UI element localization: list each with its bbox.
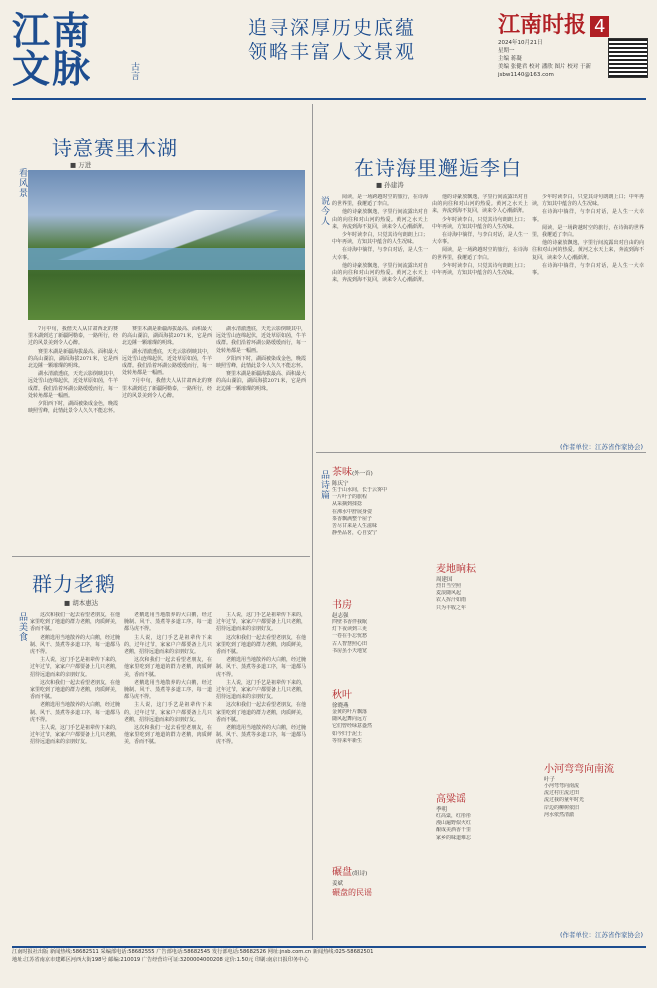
section-brand (12, 8, 140, 92)
poem-5: 高粱谣 季明 红高粱，红彤彤 漫山遍野似火红 酿成美酒香千里 家乡的味道难忘 (436, 790, 536, 910)
qr-code-icon (608, 38, 648, 78)
poem-title: 麦地晌耘 (436, 564, 476, 575)
divider (312, 104, 313, 940)
poem-author: 姜斌 (332, 881, 344, 887)
article-body-2c: 主人说，这门手艺是祖辈传下来的，过年过节，家家户户都要备上几只老鹅，招待远道而来的亲朋好友。 这次和我们一起去看望老朋友，在他家里吃到了地道的群力老鹅，肉质鲜美，香而不腻。 老鹅选用当地散养的大白鹅，经过腌制、风干、蒸煮等多道工序，每一道都马虎不得。 主人说，这门手艺是祖辈传下来的，过年过节，家家户户都要备上几只老鹅，招待远道而来的亲朋好友。 这次和我们一起去看望老朋友，在他家里吃到了地道的群力老鹅，肉质鲜美，香而不腻。 老鹅选用当地散养的大白鹅，经过腌制、风干、蒸煮等多道工序，每一道都马虎不得。 (216, 612, 306, 746)
footer (12, 946, 646, 978)
poem-author: 周建国 (436, 577, 453, 583)
page-number: 4 (590, 16, 609, 37)
column-label-3: 说今人 (319, 196, 329, 226)
footer-line-2: 地址:江苏省南京市建邺区河西大街198号 邮编:210019 广告经营许可证:3200004000208 定价:1.50元 印刷:南京日报印务中心 (12, 957, 309, 963)
column-label-poems: 品诗篇 (319, 470, 329, 500)
article-note-3: (作者单位：江苏省作家协会) (560, 443, 644, 451)
article-body-3b: 他的诗豪放飘逸，字里行间流露出对自由的向往和对山河的热爱。黄河之水天上来，奔流到海不复回，读来令人心潮澎湃。 少年时读李白，只觉其诗句朗朗上口；中年再读，方知其中蕴含的人生况味。 在诗海中徜徉，与李白对话，是人生一大幸事。 阅读，是一场跨越时空的旅行，在诗海的世界里，我邂逅了李白。 少年时读李白，只觉其诗句朗朗上口；中年再读，方知其中蕴含的人生况味。 (432, 194, 528, 277)
article-body-1a: 7月中旬，我偕夫人从甘肃西北的赛里木湖到达了新疆阿勒泰，一路所行，经过的风景美到令人心醉。 赛里木湖是新疆海拔最高、面积最大的高山湖泊，湖面海拔2071米，它是西北边陲一颗璀璨的明珠。 湖水清澈透底，天光云影倒映其中，远处雪山连绵起伏，近处草原如茵，牛羊成群。我们沿着环湖公路缓缓而行，每一处转角都是一幅画。 夕阳西下时，湖面被染成金色，晚霞映照雪峰，此情此景令人久久不能忘怀。 (28, 326, 118, 415)
brand-line-1: 江南 (12, 8, 93, 53)
contact-email: jsbw1140@163.com (498, 72, 554, 78)
article-body-1b: 赛里木湖是新疆海拔最高、面积最大的高山湖泊，湖面海拔2071米，它是西北边陲一颗璀璨的明珠。 湖水清澈透底，天光云影倒映其中，远处雪山连绵起伏，近处草原如茵，牛羊成群。我们沿着环湖公路缓缓而行，每一处转角都是一幅画。 7月中旬，我偕夫人从甘肃西北的赛里木湖到达了新疆阿勒泰，一路所行，经过的风景美到令人心醉。 (122, 326, 212, 399)
poem-title: 高粱谣 (436, 794, 466, 805)
poem-author: 赵志强 (332, 613, 349, 619)
issue-weekday: 星期一 (498, 48, 515, 54)
column-label-1: 看风景 (17, 168, 27, 198)
brand-line-2: 文脉 (12, 46, 93, 91)
article-title-1: 诗意赛里木湖 (52, 136, 178, 160)
article-body-2b: 老鹅选用当地散养的大白鹅，经过腌制、风干、蒸煮等多道工序，每一道都马虎不得。 主人说，这门手艺是祖辈传下来的，过年过节，家家户户都要备上几只老鹅，招待远道而来的亲朋好友。 这次和我们一起去看望老朋友，在他家里吃到了地道的群力老鹅，肉质鲜美，香而不腻。 老鹅选用当地散养的大白鹅，经过腌制、风干、蒸煮等多道工序，每一道都马虎不得。 主人说，这门手艺是祖辈传下来的，过年过节，家家户户都要备上几只老鹅，招待远道而来的亲朋好友。 这次和我们一起去看望老朋友，在他家里吃到了地道的群力老鹅，肉质鲜美，香而不腻。 (124, 612, 212, 746)
poem-bottom: 碾盘(组诗) 姜斌 碾盘的民谣 (332, 860, 432, 940)
poem-author: 叶子 (544, 777, 556, 783)
poem-2: 书房 赵志强 四壁书香伴我眠 灯下夜读到三更 一卷在手忘忧愁 古人智慧照心田 书房虽小天地宽 (332, 596, 432, 716)
issue-date: 2024年10月21日 (498, 40, 543, 46)
staff-credit: 美编 张健君 校对 潘欣 图片 校对 于新 (498, 64, 591, 70)
slogan-line-2: 领略丰富人文景观 (247, 41, 416, 63)
poem-title: 秋叶 (332, 690, 352, 701)
poem-title: 小河弯弯向南流 (544, 764, 614, 775)
masthead-title: 江南时报 (498, 12, 587, 38)
slogan-line-1: 追寻深厚历史底蕴 (247, 17, 416, 39)
masthead (498, 8, 648, 84)
article-body-3c: 少年时读李白，只觉其诗句朗朗上口；中年再读，方知其中蕴含的人生况味。 在诗海中徜徉，与李白对话，是人生一大幸事。 阅读，是一场跨越时空的旅行，在诗海的世界里，我邂逅了李白。 他的诗豪放飘逸，字里行间流露出对自由的向往和对山河的热爱。黄河之水天上来，奔流到海不复回，读来令人心潮澎湃。 在诗海中徜徉，与李白对话，是人生一大幸事。 (532, 194, 644, 277)
article-body-2a: 这次和我们一起去看望老朋友，在他家里吃到了地道的群力老鹅，肉质鲜美，香而不腻。 老鹅选用当地散养的大白鹅，经过腌制、风干、蒸煮等多道工序，每一道都马虎不得。 主人说，这门手艺是祖辈传下来的，过年过节，家家户户都要备上几只老鹅，招待远道而来的亲朋好友。 这次和我们一起去看望老朋友，在他家里吃到了地道的群力老鹅，肉质鲜美，香而不腻。 老鹅选用当地散养的大白鹅，经过腌制、风干、蒸煮等多道工序，每一道都马虎不得。 主人说，这门手艺是祖辈传下来的，过年过节，家家户户都要备上几只老鹅，招待远道而来的亲朋好友。 (30, 612, 120, 746)
article-body-3a: 阅读，是一场跨越时空的旅行，在诗海的世界里，我邂逅了李白。 他的诗豪放飘逸，字里行间流露出对自由的向往和对山河的热爱。黄河之水天上来，奔流到海不复回，读来令人心潮澎湃。 少年时读李白，只觉其诗句朗朗上口；中年再读，方知其中蕴含的人生况味。 在诗海中徜徉，与李白对话，是人生一大幸事。 他的诗豪放飘逸，字里行间流露出对自由的向往和对山河的热爱。黄河之水天上来，奔流到海不复回，读来令人心潮澎湃。 (332, 194, 428, 284)
footer-line-1: 江南时报社出版 新闻热线:58682511 采编部电话:58682555 广告部电话:58682545 发行部电话:58682526 网址:jnsb.com.cn 新闻热线:025-58682501 (12, 949, 374, 955)
divider (316, 452, 646, 453)
poem-1: 茶味(外一首) 陈庆宁 生于山水间，长于云雾中 一片叶子的旅程 从采摘到揉捻 在沸水中舒展身姿 茶香飘满整个屋子 苦尽甘来是人生滋味 静坐品茗，心自安宁 (332, 460, 432, 620)
poem-title: 书房 (332, 600, 352, 611)
article-byline-3: ■ 孙建涛 (376, 181, 404, 189)
poem-3: 秋叶 徐晓燕 金黄的叶片飘落 随风起舞向远方 它们曾经绿意盎然 如今归于泥土 等待来年新生 (332, 686, 432, 826)
divider (12, 556, 310, 557)
poem-author: 季明 (436, 807, 448, 813)
poem-author: 陈庆宁 (332, 481, 349, 487)
article-byline-1: ■ 万进 (70, 161, 92, 169)
brand-tag: 古言 (129, 62, 139, 80)
poem-subtitle: 碾盘的民谣 (332, 888, 372, 897)
poem-4: 麦地晌耘 周建国 烈日当空照 麦浪随风起 农人挥汗如雨 只为丰收之年 (436, 560, 536, 680)
article-title-2: 群力老鹅 (32, 572, 116, 596)
poem-title: 碾盘 (332, 867, 352, 878)
column-label-2: 品美食 (17, 612, 27, 642)
article-title-3: 在诗海里邂逅李白 (354, 156, 522, 180)
poem-author: 徐晓燕 (332, 703, 349, 709)
poem-6: 小河弯弯向南流 叶子 小河弯弯向南流 流过村庄流过田 流过我的童年时光 岸边的柳树依旧 河水依然清澈 (544, 760, 646, 900)
poems-signature: (作者单位：江苏省作家协会) (560, 931, 644, 939)
article-byline-2: ■ 胡本惠达 (64, 599, 99, 607)
slogan (182, 16, 482, 64)
editor-credit: 主编 蒋凝 (498, 56, 522, 62)
poem-title: 茶味 (332, 467, 352, 478)
article-body-1c: 湖水清澈透底，天光云影倒映其中，远处雪山连绵起伏，近处草原如茵，牛羊成群。我们沿着环湖公路缓缓而行，每一处转角都是一幅画。 夕阳西下时，湖面被染成金色，晚霞映照雪峰，此情此景令人久久不能忘怀。 赛里木湖是新疆海拔最高、面积最大的高山湖泊，湖面海拔2071米，它是西北边陲一颗璀璨的明珠。 (216, 326, 306, 392)
header-rule (12, 98, 646, 100)
lake-photo (28, 170, 305, 320)
